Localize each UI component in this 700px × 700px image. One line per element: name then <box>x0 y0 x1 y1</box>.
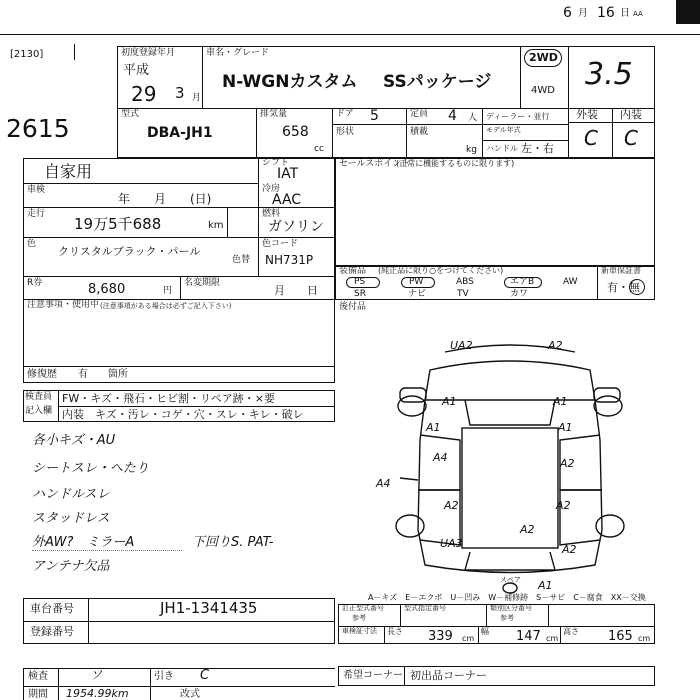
damage-legend: A－キズ E－エクボ U－凹み W－補修跡 S－サビ C－腐食 XX－交換 <box>368 593 646 602</box>
capacity-label: 定員 <box>410 109 429 119</box>
category-num-label: 類別区分番号 <box>490 604 532 612</box>
loading-label: 積載 <box>410 127 429 137</box>
era-name: 平成 <box>123 63 150 78</box>
mark-pointer-a4 <box>400 478 418 480</box>
interior-grade: C <box>624 126 638 150</box>
inspector-note-6: アンテナ欠品 <box>32 559 110 574</box>
handle-value: 左・右 <box>521 142 554 155</box>
registration-label: 登録番号 <box>30 625 74 638</box>
equip-navi: ナビ <box>408 289 427 299</box>
diagram-mark-a1-left: A1 <box>442 395 457 408</box>
correct-type-label: 訂正型式番号 <box>342 604 384 612</box>
desired-corner-value: 初出品コーナー <box>410 669 487 682</box>
after-market-label: 後付品 <box>339 302 367 312</box>
width-label: 幅 <box>481 627 489 636</box>
mileage-value: 19万5千688 <box>74 215 162 233</box>
recycle-label: R券 <box>27 278 43 288</box>
diagram-mark-a2-front: A2 <box>548 339 563 352</box>
dims-label: 車検証寸法 <box>342 627 377 635</box>
diagram-mark-a2-rear: A2 <box>562 543 577 556</box>
rear-right-wheel <box>596 515 624 537</box>
reform-label: 改式 <box>180 689 200 700</box>
rear-window <box>465 552 555 570</box>
inspector-note-1: 各小キズ・AU <box>32 433 116 448</box>
selling-points-sub: (正常に機能するものに限ります) <box>396 159 515 168</box>
period-value: 1954.99km <box>66 687 129 700</box>
inspect-value: ソ <box>90 668 103 682</box>
score: 3.5 <box>585 57 633 92</box>
inspector-note-4: スタッドレス <box>32 511 110 526</box>
color-value: クリスタルブラック・パール <box>58 245 201 258</box>
height-label: 高さ <box>563 627 579 636</box>
color-change-label: 色替 <box>232 255 251 265</box>
ac-label: 冷房 <box>262 184 281 194</box>
color-label: 色 <box>27 239 37 249</box>
front-right-wheel <box>594 396 622 416</box>
diagram-mark-a2-left: A2 <box>444 499 459 512</box>
inspection-label: 車検 <box>27 185 46 195</box>
ref-code: [2130] <box>10 49 44 60</box>
first-reg-month-unit: 月 <box>192 93 202 103</box>
rear-left-wheel <box>396 515 424 537</box>
ref-1: 参考 <box>352 614 366 622</box>
color-code-value: NH731P <box>265 253 314 267</box>
inspect-label: 検査 <box>28 671 48 682</box>
diagram-mark-a2-right: A2 <box>560 457 575 470</box>
car-damage-diagram <box>370 330 650 600</box>
diagram-mark-a1-left2: A1 <box>426 421 441 434</box>
diagram-mark-a4-left: A4 <box>433 451 448 464</box>
repair-unit: 箇所 <box>108 369 128 380</box>
inspector-note-5: 外AW? ミラーA <box>32 535 135 550</box>
equip-pw: PW <box>409 277 424 287</box>
inspector-note-3: ハンドルスレ <box>32 487 110 502</box>
exterior-grade: C <box>584 126 598 150</box>
equip-sr: SR <box>354 289 366 299</box>
inspection-value: 年 月 (日) <box>118 192 212 206</box>
drive-4wd: 4WD <box>531 85 555 96</box>
diagram-mark-a4-pointer: A4 <box>376 477 391 490</box>
ac-value: AAC <box>272 192 302 208</box>
exterior-label: 外装 <box>576 108 598 121</box>
fuel-label: 燃料 <box>262 209 281 219</box>
diagram-mark-a1-rear: A1 <box>538 579 553 592</box>
diagram-mark-a2-right2: A2 <box>556 499 571 512</box>
date-month-unit: 月 <box>578 8 588 19</box>
roof <box>462 428 558 548</box>
equip-abs: ABS <box>456 277 474 287</box>
type-label: 型式 <box>121 109 140 119</box>
diagram-mark-ua2: UA2 <box>450 339 473 352</box>
lot-number: 2615 <box>6 114 70 143</box>
inspector-note-2: シートスレ・へたり <box>32 461 149 476</box>
length-label: 長さ <box>387 627 403 636</box>
inspector-row2: 内装 キズ・汚レ・コゲ・穴・スレ・キレ・破レ <box>62 408 304 421</box>
displacement-value: 658 <box>282 124 309 140</box>
handle-label: ハンドル <box>486 144 518 153</box>
usage: 自家用 <box>44 162 93 181</box>
loading-unit: kg <box>466 145 477 155</box>
type-num-label: 型式指定番号 <box>404 604 446 612</box>
first-reg-year: 29 <box>131 82 157 106</box>
height-unit: cm <box>638 634 651 643</box>
windshield <box>465 400 555 425</box>
new-car-warranty-label: 新車保証書 <box>601 266 641 275</box>
diagram-mark-ua3: UA3 <box>440 537 463 550</box>
displacement-unit: cc <box>314 144 324 154</box>
equipment-label: 装備品 <box>339 266 367 276</box>
mileage-unit: km <box>208 220 224 231</box>
inspector-note-extra: 下回りS. PAT- <box>192 535 274 550</box>
date-day-unit: 日 <box>620 8 630 19</box>
repair-label: 修復歴 <box>27 369 57 380</box>
equip-airbag: エアB <box>510 277 535 287</box>
desired-corner-label: 希望コーナー <box>343 670 403 681</box>
equip-aw: AW <box>563 277 578 287</box>
shape-label: 形状 <box>336 127 355 137</box>
recycle-value: 8,680 <box>88 282 126 297</box>
notes-sub: (注意事項がある場合は必ずご記入下さい) <box>100 302 232 310</box>
front-left-wheel <box>398 396 426 416</box>
color-code-label: 色コード <box>262 239 299 249</box>
spare-tire <box>503 583 517 593</box>
mileage-label: 走行 <box>27 209 46 219</box>
first-reg-label: 初度登録年月 <box>121 48 176 58</box>
model-grade-label: 車名・グレード <box>206 48 270 58</box>
diagram-mark-a1-right: A1 <box>553 395 568 408</box>
type-value: DBA-JH1 <box>147 125 213 141</box>
corner-mark <box>676 0 700 24</box>
capacity-value: 4 <box>448 108 457 124</box>
displacement-label: 排気量 <box>260 109 288 119</box>
shift-value: IAT <box>277 166 299 182</box>
diagram-mark-a2-right3: A2 <box>520 523 535 536</box>
date-extra: AA <box>633 10 643 18</box>
name-change-label: 名変期限 <box>184 278 221 288</box>
dealer-label: ディーラー・並行 <box>486 112 550 121</box>
new-car-warranty-value: 有・無 <box>607 281 640 294</box>
chassis-label: 車台番号 <box>30 602 74 615</box>
interior-label: 内装 <box>620 108 642 121</box>
recycle-unit: 円 <box>163 286 173 296</box>
diagram-mark-a1-right2: A1 <box>558 421 573 434</box>
inspector-row1: FW・キズ・飛石・ヒビ割・リペア跡・×要 <box>62 392 275 405</box>
period-label: 期間 <box>28 689 48 700</box>
shift-label: シフト <box>262 158 290 168</box>
drive-2wd: 2WD <box>529 51 558 64</box>
date-day: 16 <box>597 5 615 21</box>
capacity-unit: 人 <box>468 113 478 123</box>
height-value: 165 <box>608 629 633 644</box>
selling-points-box <box>335 158 655 266</box>
model-year-label: モデル年式 <box>486 126 521 134</box>
first-reg-month: 3 <box>175 84 185 102</box>
length-unit: cm <box>462 634 475 643</box>
repair-value: 有 <box>78 369 88 380</box>
chassis-value: JH1-1341435 <box>160 599 258 617</box>
doors-label: ドア <box>336 109 354 119</box>
width-unit: cm <box>546 634 559 643</box>
name-change-value: 月 日 <box>274 284 318 297</box>
grade-name: SSパッケージ <box>383 72 492 92</box>
doors-value: 5 <box>370 108 379 124</box>
model-name: N-WGNカスタム <box>222 72 358 92</box>
fuel-value: ガソリン <box>268 219 324 235</box>
equipment-sub: (純正品に限り○をつけてください) <box>378 266 504 275</box>
length-value: 339 <box>428 629 453 644</box>
date-month: 6 <box>563 5 572 21</box>
spare-label: スペア <box>500 576 521 584</box>
width-value: 147 <box>516 629 541 644</box>
equip-tv: TV <box>457 289 469 299</box>
top-rule <box>0 34 700 35</box>
equip-leather: カワ <box>510 289 529 299</box>
inspector-label-bottom: 記入欄 <box>25 406 53 416</box>
selling-points-label: セールスポイント <box>339 159 411 169</box>
inspector-label-top: 検査員 <box>25 392 53 402</box>
handover-value: C <box>200 668 210 683</box>
notes-label: 注意事項・使用中 <box>27 300 100 310</box>
equip-ps: PS <box>354 277 366 287</box>
handover-label: 引き <box>154 671 174 682</box>
ref-2: 参考 <box>500 614 514 622</box>
